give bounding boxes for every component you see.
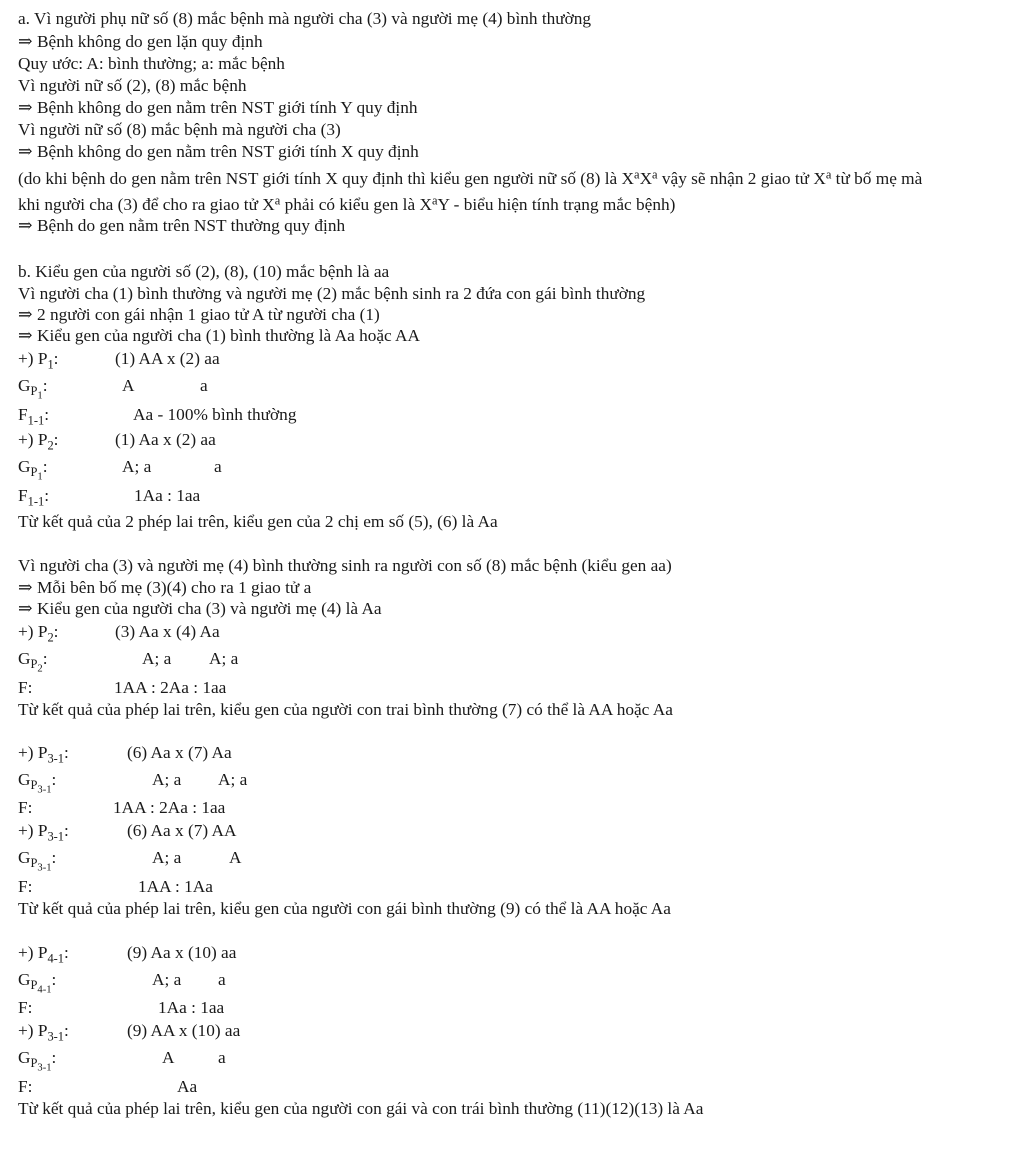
implies-arrow-icon: ⇒ <box>18 599 33 618</box>
cross-5-gamete-label: $G_{P_{3-1}}$: <box>18 848 57 875</box>
cross-6-gamete-1: A; a <box>152 970 182 989</box>
part-b-intro-1: b. Kiểu gen của người số (2), (8), (10) mắc bệnh là aa <box>18 262 390 281</box>
document-page <box>18 0 1024 1170</box>
cross-7-gamete-label: $G_{P_{3-1}}$: <box>18 1048 57 1075</box>
implies-arrow-icon: ⇒ <box>18 98 33 117</box>
conclusion-4: Từ kết quả của phép lai trên, kiểu gen của người con gái và con trái bình thường (11)(12)(13) là Aa <box>18 1099 704 1118</box>
cross-4-offspring-label: F: <box>18 798 33 817</box>
cross-3-parent-label: +) $P_2$: <box>18 622 59 645</box>
part-b2-line-2: ⇒ Mỗi bên bố mẹ (3)(4) cho ra 1 giao tử a <box>18 578 312 597</box>
conclusion-3: Từ kết quả của phép lai trên, kiểu gen của người con gái bình thường (9) có thể là AA hoặc Aa <box>18 899 671 918</box>
cross-1-offspring: Aa - 100% bình thường <box>133 405 297 424</box>
cross-3-gamete-1: A; a <box>142 649 172 668</box>
cross-4-gamete-1: A; a <box>152 770 182 789</box>
cross-4-gamete-2: A; a <box>218 770 248 789</box>
cross-6-offspring-label: F: <box>18 998 33 1017</box>
cross-5-offspring-label: F: <box>18 877 33 896</box>
part-a-line-7: ⇒ Bệnh không do gen nằm trên NST giới tính X quy định <box>18 142 419 161</box>
cross-1-gamete-2: a <box>200 376 208 395</box>
cross-4-parents: (6) Aa x (7) Aa <box>127 743 232 762</box>
part-b-intro-3: ⇒ 2 người con gái nhận 1 giao tử A từ người cha (1) <box>18 305 380 324</box>
implies-arrow-icon: ⇒ <box>18 326 33 345</box>
part-b2-line-3: ⇒ Kiểu gen của người cha (3) và người mẹ (4) là Aa <box>18 599 382 618</box>
cross-2-offspring: 1Aa : 1aa <box>134 486 201 505</box>
cross-1-parents: (1) AA x (2) aa <box>115 349 220 368</box>
cross-4-offspring: 1AA : 2Aa : 1aa <box>113 798 226 817</box>
part-a-line-1: a. Vì người phụ nữ số (8) mắc bệnh mà người cha (3) và người mẹ (4) bình thường <box>18 9 592 28</box>
conclusion-2: Từ kết quả của phép lai trên, kiểu gen của người con trai bình thường (7) có thể là AA hoặc Aa <box>18 700 673 719</box>
cross-7-offspring: Aa <box>177 1077 198 1096</box>
cross-6-parent-label: +) $P_{4-1}$: <box>18 943 69 966</box>
cross-2-offspring-label: $F_{1-1}$: <box>18 486 50 509</box>
cross-7-gamete-1: A <box>162 1048 175 1067</box>
implies-arrow-icon: ⇒ <box>18 32 33 51</box>
cross-3-gamete-label: $G_{P_2}$: <box>18 649 48 676</box>
cross-6-offspring: 1Aa : 1aa <box>158 998 225 1017</box>
part-b-intro-4: ⇒ Kiểu gen của người cha (1) bình thường là Aa hoặc AA <box>18 326 421 345</box>
implies-arrow-icon: ⇒ <box>18 305 33 324</box>
part-a-line-4: Vì người nữ số (2), (8) mắc bệnh <box>18 76 247 95</box>
part-a-line-3: Quy ước: A: bình thường; a: mắc bệnh <box>18 54 285 73</box>
cross-1-offspring-label: $F_{1-1}$: <box>18 405 50 428</box>
implies-arrow-icon: ⇒ <box>18 142 33 161</box>
cross-5-offspring: 1AA : 1Aa <box>138 877 213 896</box>
cross-6-gamete-2: a <box>218 970 226 989</box>
cross-7-offspring-label: F: <box>18 1077 33 1096</box>
cross-4-gamete-label: $G_{P_{3-1}}$: <box>18 770 57 797</box>
part-a-line-8: (do khi bệnh do gen nằm trên NST giới tính X quy định thì kiểu gen người nữ số (8) là $X^aX^a$ vậy sẽ nhận 2 giao tử $X^a$ từ bố mẹ mà <box>18 167 923 188</box>
cross-2-parent-label: +) $P_2$: <box>18 430 59 453</box>
part-b2-line-1: Vì người cha (3) và người mẹ (4) bình thường sinh ra người con số (8) mắc bệnh (kiểu gen aa) <box>18 556 672 575</box>
cross-2-gamete-1: A; a <box>122 457 152 476</box>
part-b-intro-2: Vì người cha (1) bình thường và người mẹ (2) mắc bệnh sinh ra 2 đứa con gái bình thường <box>18 284 646 303</box>
cross-7-gamete-2: a <box>218 1048 226 1067</box>
part-a-line-5: ⇒ Bệnh không do gen nằm trên NST giới tính Y quy định <box>18 98 418 117</box>
part-a-line-10: ⇒ Bệnh do gen nằm trên NST thường quy định <box>18 216 346 235</box>
part-a-line-9: khi người cha (3) để cho ra giao tử $X^a$ phải có kiểu gen là $X^aY$ - biểu hiện tính trạng mắc bệnh) <box>18 193 676 214</box>
implies-arrow-icon: ⇒ <box>18 578 33 597</box>
cross-3-gamete-2: A; a <box>209 649 239 668</box>
cross-2-gamete-label: $G_{P_1}$: <box>18 457 48 484</box>
cross-1-gamete-label: $G_{P_1}$: <box>18 376 48 403</box>
cross-1-parent-label: +) $P_1$: <box>18 349 59 372</box>
part-a-line-6: Vì người nữ số (8) mắc bệnh mà người cha (3) <box>18 120 341 139</box>
cross-7-parents: (9) AA x (10) aa <box>127 1021 241 1040</box>
cross-2-parents: (1) Aa x (2) aa <box>115 430 216 449</box>
cross-3-parents: (3) Aa x (4) Aa <box>115 622 220 641</box>
conclusion-1: Từ kết quả của 2 phép lai trên, kiểu gen của 2 chị em số (5), (6) là Aa <box>18 512 498 531</box>
cross-5-parents: (6) Aa x (7) AA <box>127 821 237 840</box>
cross-5-gamete-2: A <box>229 848 242 867</box>
cross-7-parent-label: +) $P_{3-1}$: <box>18 1021 69 1044</box>
cross-4-parent-label: +) $P_{3-1}$: <box>18 743 69 766</box>
cross-6-gamete-label: $G_{P_{4-1}}$: <box>18 970 57 997</box>
cross-3-offspring: 1AA : 2Aa : 1aa <box>114 678 227 697</box>
cross-1-gamete-1: A <box>122 376 135 395</box>
cross-5-gamete-1: A; a <box>152 848 182 867</box>
implies-arrow-icon: ⇒ <box>18 216 33 235</box>
part-a-line-2: ⇒ Bệnh không do gen lặn quy định <box>18 32 263 51</box>
cross-2-gamete-2: a <box>214 457 222 476</box>
cross-6-parents: (9) Aa x (10) aa <box>127 943 237 962</box>
cross-5-parent-label: +) $P_{3-1}$: <box>18 821 69 844</box>
cross-3-offspring-label: F: <box>18 678 33 697</box>
